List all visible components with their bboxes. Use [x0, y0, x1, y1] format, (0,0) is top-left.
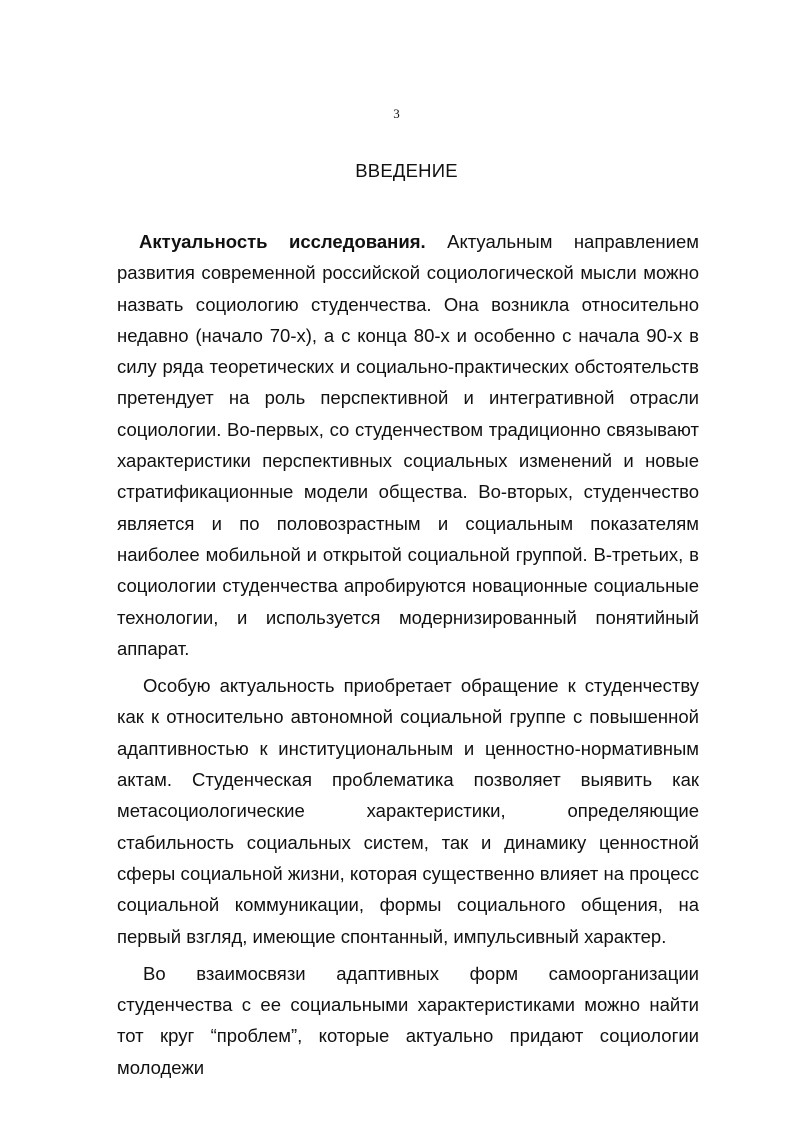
paragraph-lead: Актуальность исследования.	[139, 231, 426, 252]
section-heading: ВВЕДЕНИЕ	[355, 160, 458, 181]
paragraph-text: Особую актуальность приобретает обращение к студенчеству как к относительно автономной социальной группе с повышенной адаптивностью к институциональным и ценностно-нормативным актам. Студенческая проблематика позволяет выявить как метасоциологические характеристики, определяющие стабильность социальных систем, так и динамику ценностной сферы социальной жизни, которая существенно влияет на процесс социальной коммуникации, формы социального общения, на первый взгляд, имеющие спонтанный, импульсивный характер.	[117, 675, 699, 947]
page-number: 3	[393, 106, 400, 121]
paragraph-text: Во взаимосвязи адаптивных форм самоорганизации студенчества с ее социальными характеристиками можно найти тот круг “проблем”, которые актуально придают социологии молодежи	[117, 962, 699, 1078]
paragraph-relevance	[117, 226, 699, 664]
body-text	[117, 226, 699, 1083]
paragraph-text: Актуальным направлением развития современной российской социологической мысли можно назвать социологию студенчества. Она возникла относительно недавно (начало 70-х), а с конца 80-х и особенно с начала 90-х в силу ряда теоретических и социально-практических обстоятельств претендует на роль перспективной и интегративной отрасли социологии. Во-первых, со студенчеством традиционно связывают характеристики перспективных социальных изменений и новые стратификационные модели общества. Во-вторых, студенчество является и по половозрастным и социальным показателям наиболее мобильной и открытой социальной группой. В-третьих, в социологии студенчества апробируются новационные социальные технологии, и используется модернизированный понятийный аппарат.	[117, 231, 699, 659]
paragraph-student-relevance	[117, 670, 699, 952]
paragraph-adaptive-forms	[117, 958, 699, 1083]
